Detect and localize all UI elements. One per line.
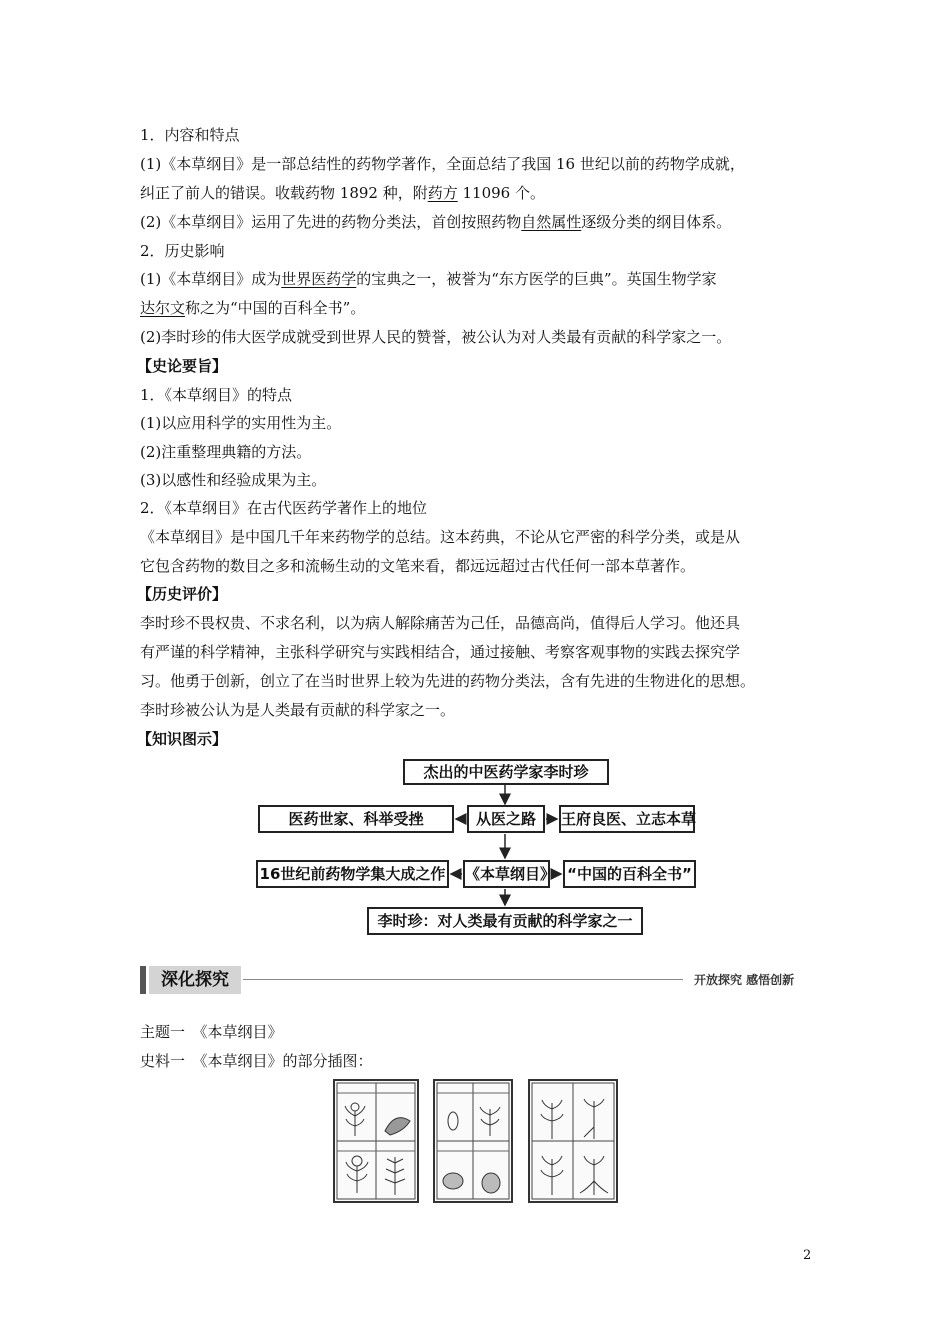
- diagram-node-bottom: 李时珍：对人类最有贡献的科学家之一: [367, 907, 643, 935]
- herbal-illustration-3: [528, 1079, 618, 1203]
- thesis-1: 1．《本草纲目》的特点: [140, 386, 293, 404]
- thesis-1a: (1)以应用科学的实用性为主。: [140, 414, 342, 432]
- thesis-1c: (3)以感性和经验成果为主。: [140, 471, 327, 489]
- diagram-node-left2: 16世纪前药物学集大成之作: [256, 860, 449, 888]
- text: 称之为“中国的百科全书”。: [185, 299, 366, 317]
- heading-pingjia: 【历史评价】: [137, 585, 228, 603]
- herbal-illustration-2: [433, 1079, 513, 1203]
- underlined-term: 自然属性: [521, 213, 582, 231]
- plant-illustration-icon: [435, 1081, 511, 1201]
- diagram-node-right1: 王府良医、立志本草: [559, 805, 695, 833]
- thesis-2: 2．《本草纲目》在古代医药学著作上的地位: [140, 499, 428, 517]
- banner-rule: [243, 979, 683, 980]
- evaluation-1: 李时珍不畏权贵、不求名利，以为病人解除痛苦为己任，品德高尚，值得后人学习。他还具: [140, 614, 741, 632]
- text: 的宝典之一，被誉为“东方医学的巨典”。英国生物学家: [356, 270, 717, 288]
- section-title-content: 1．内容和特点: [140, 126, 240, 144]
- text: 逐级分类的纲目体系。: [581, 213, 732, 231]
- topic-line: 主题一 《本草纲目》: [140, 1023, 283, 1041]
- diagram-node-top: 杰出的中医药学家李时珍: [403, 759, 609, 785]
- text: (1)《本草纲目》成为: [140, 270, 282, 288]
- banner-accent: [140, 966, 146, 994]
- diagram-node-center2: 《本草纲目》: [463, 860, 550, 888]
- text: 纠正了前人的错误。收载药物 1892 种，附: [140, 184, 428, 202]
- plant-illustration-icon: [530, 1081, 616, 1201]
- underlined-term: 药方: [427, 184, 458, 202]
- underlined-term: 世界医药学: [281, 270, 357, 288]
- thesis-2b: 它包含药物的数目之多和流畅生动的文笔来看，都远远超过古代任何一部本草著作。: [140, 557, 696, 575]
- underlined-term: 达尔文: [140, 299, 186, 317]
- page-number: 2: [803, 1248, 812, 1263]
- heading-shilun: 【史论要旨】: [137, 357, 228, 375]
- diagram-node-left1: 医药世家、科举受挫: [258, 805, 454, 833]
- text: (2)《本草纲目》运用了先进的药物分类法，首创按照药物: [140, 213, 522, 231]
- banner-title: 深化探究: [149, 966, 241, 994]
- material-line: 史料一 《本草纲目》的部分插图：: [140, 1052, 373, 1070]
- banner-subtitle: 开放探究 感悟创新: [694, 973, 795, 987]
- thesis-1b: (2)注重整理典籍的方法。: [140, 443, 312, 461]
- text: 11096 个。: [457, 184, 545, 202]
- evaluation-3: 习。他勇于创新，创立了在当时世界上较为先进的药物分类法，含有先进的生物进化的思想。: [140, 672, 756, 690]
- evaluation-4: 李时珍被公认为是人类最有贡献的科学家之一。: [140, 701, 456, 719]
- section-title-influence: 2．历史影响: [140, 242, 225, 260]
- evaluation-2: 有严谨的科学精神，主张科学研究与实践相结合，通过接触、考察客观事物的实践去探究学: [140, 643, 741, 661]
- thesis-2a: 《本草纲目》是中国几千年来药物学的总结。这本药典，不论从它严密的科学分类，或是从: [140, 528, 741, 546]
- diagram-node-center1: 从医之路: [467, 805, 545, 833]
- paragraph-4: (2)李时珍的伟大医学成就受到世界人民的赞誉，被公认为对人类最有贡献的科学家之一。: [140, 328, 732, 346]
- heading-tushi: 【知识图示】: [137, 730, 228, 748]
- paragraph-1a: (1)《本草纲目》是一部总结性的药物学著作，全面总结了我国 16 世纪以前的药物学成就，: [140, 155, 745, 173]
- herbal-illustration-1: [333, 1079, 419, 1203]
- diagram-node-right2: “中国的百科全书”: [563, 860, 696, 888]
- plant-illustration-icon: [335, 1081, 417, 1201]
